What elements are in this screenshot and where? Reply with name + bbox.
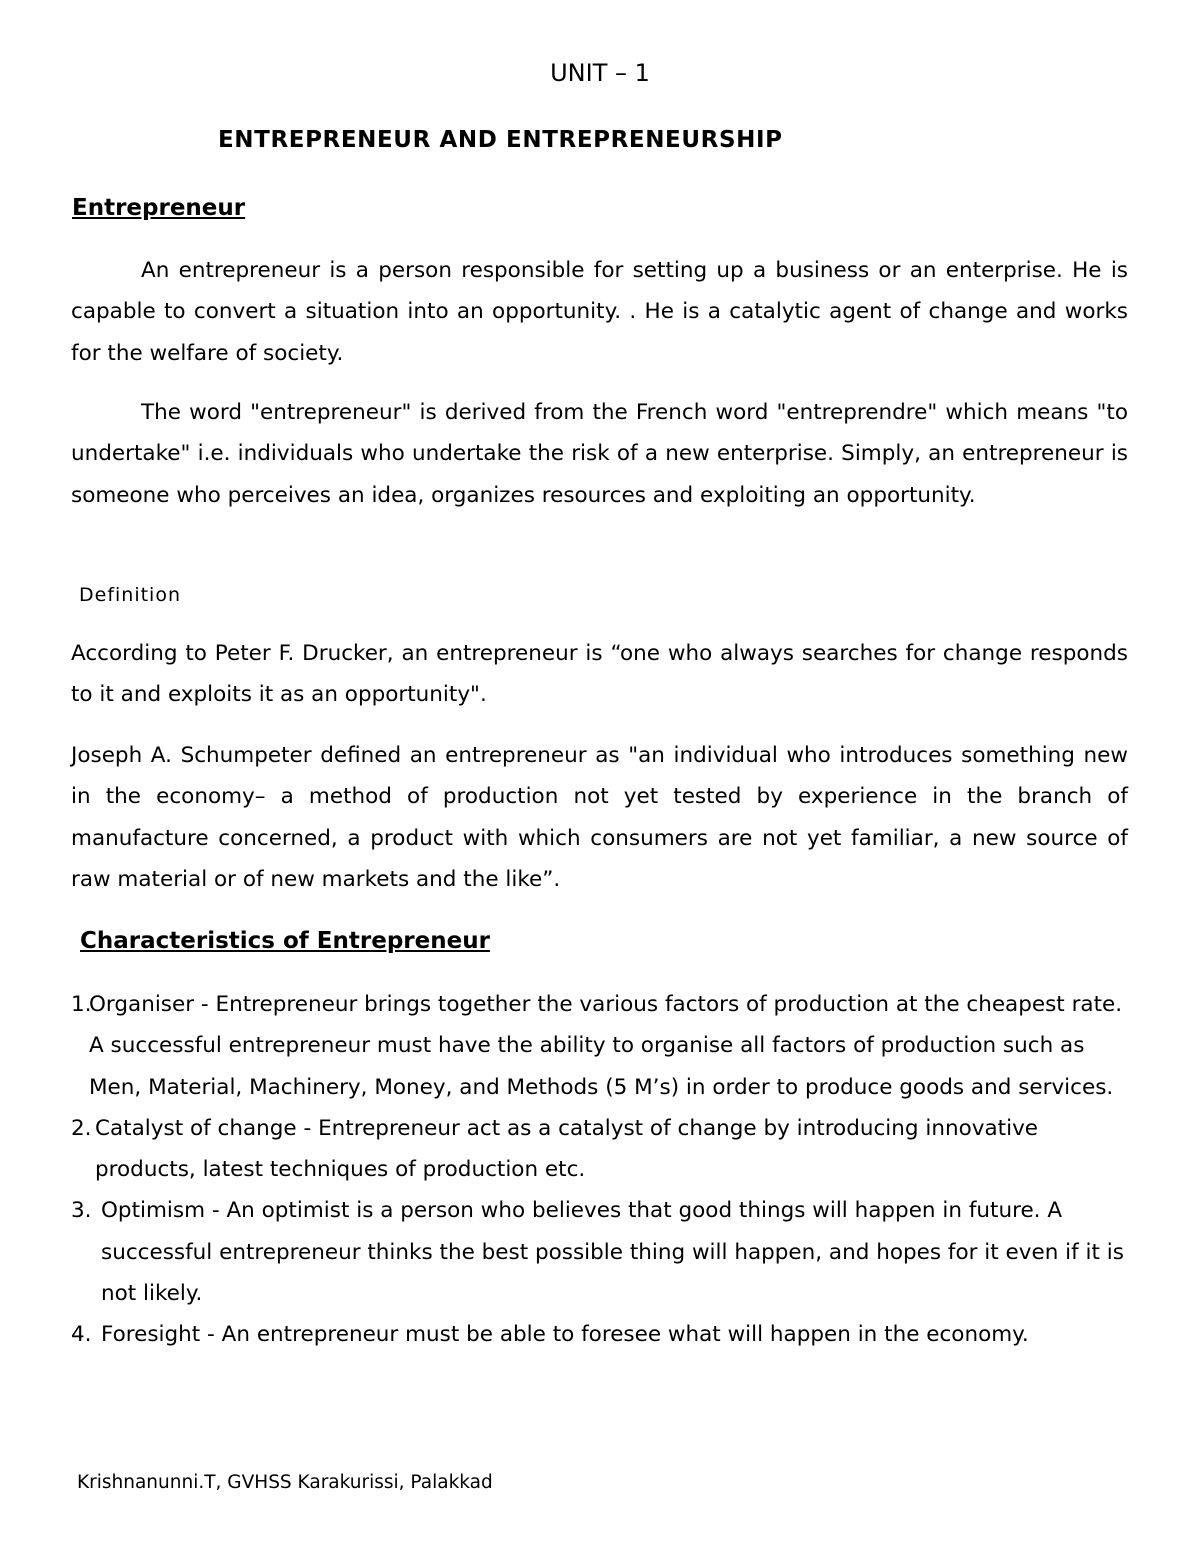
characteristics-heading: Characteristics of Entrepreneur: [80, 928, 490, 954]
entrepreneur-heading: Entrepreneur: [72, 195, 246, 221]
list-item-text: Foresight - An entrepreneur must be able to foresee what will happen in the economy.: [101, 1322, 1029, 1348]
definition-label: Definition: [79, 584, 182, 606]
list-item-text: Optimism - An optimist is a person who believes that good things will happen in future. A successful entrepreneur thinks the best possible thing will happen, and hopes for it even if it is not likely.: [101, 1198, 1124, 1307]
schumpeter-definition: Joseph A. Schumpeter defined an entrepreneur as "an individual who introduces something new in the economy– a method of production not yet tested by experience in the branch of manufacture concerned, a product with which consumers are not yet familiar, a new source of raw material or of new markets and the like”.: [71, 743, 1128, 892]
list-item-number: 3.: [71, 1198, 92, 1224]
list-item: [71, 1314, 1141, 1355]
list-item: [71, 1190, 1141, 1314]
drucker-definition: According to Peter F. Drucker, an entrepreneur is “one who always searches for change responds to it and exploits it as an opportunity".: [71, 641, 1128, 708]
list-item-number: 1.: [71, 992, 92, 1017]
page-title: ENTREPRENEUR AND ENTREPRENEURSHIP: [218, 127, 783, 153]
intro-paragraph: An entrepreneur is a person responsible for setting up a business or an enterprise. He is capable to convert a situation into an opportunity. . He is a catalytic agent of change and works for the welfare of society.: [71, 258, 1128, 366]
list-item: [71, 1108, 1141, 1191]
list-item-number: 2.: [71, 1115, 92, 1141]
list-item: [71, 984, 1141, 1108]
page-footer: Krishnanunni.T, GVHSS Karakurissi, Palakkad: [77, 1472, 493, 1493]
unit-label: UNIT – 1: [550, 59, 650, 87]
list-item-text: Catalyst of change - Entrepreneur act as a catalyst of change by introducing innovative products, latest techniques of production etc.: [95, 1115, 1039, 1183]
list-item-text: Organiser - Entrepreneur brings together the various factors of production at the cheapest rate. A successful entrepreneur must have the ability to organise all factors of production such as Men, Material, Machinery, Money, and Methods (5 M’s) in order to produce goods and services.: [89, 992, 1123, 1100]
etymology-paragraph: The word "entrepreneur" is derived from the French word "entreprendre" which means "to undertake" i.e. individuals who undertake the risk of a new enterprise. Simply, an entrepreneur is someone who perceives an idea, organizes resources and exploiting an opportunity.: [71, 400, 1128, 508]
list-item-number: 4.: [71, 1322, 92, 1348]
characteristics-list: [71, 984, 1141, 1356]
